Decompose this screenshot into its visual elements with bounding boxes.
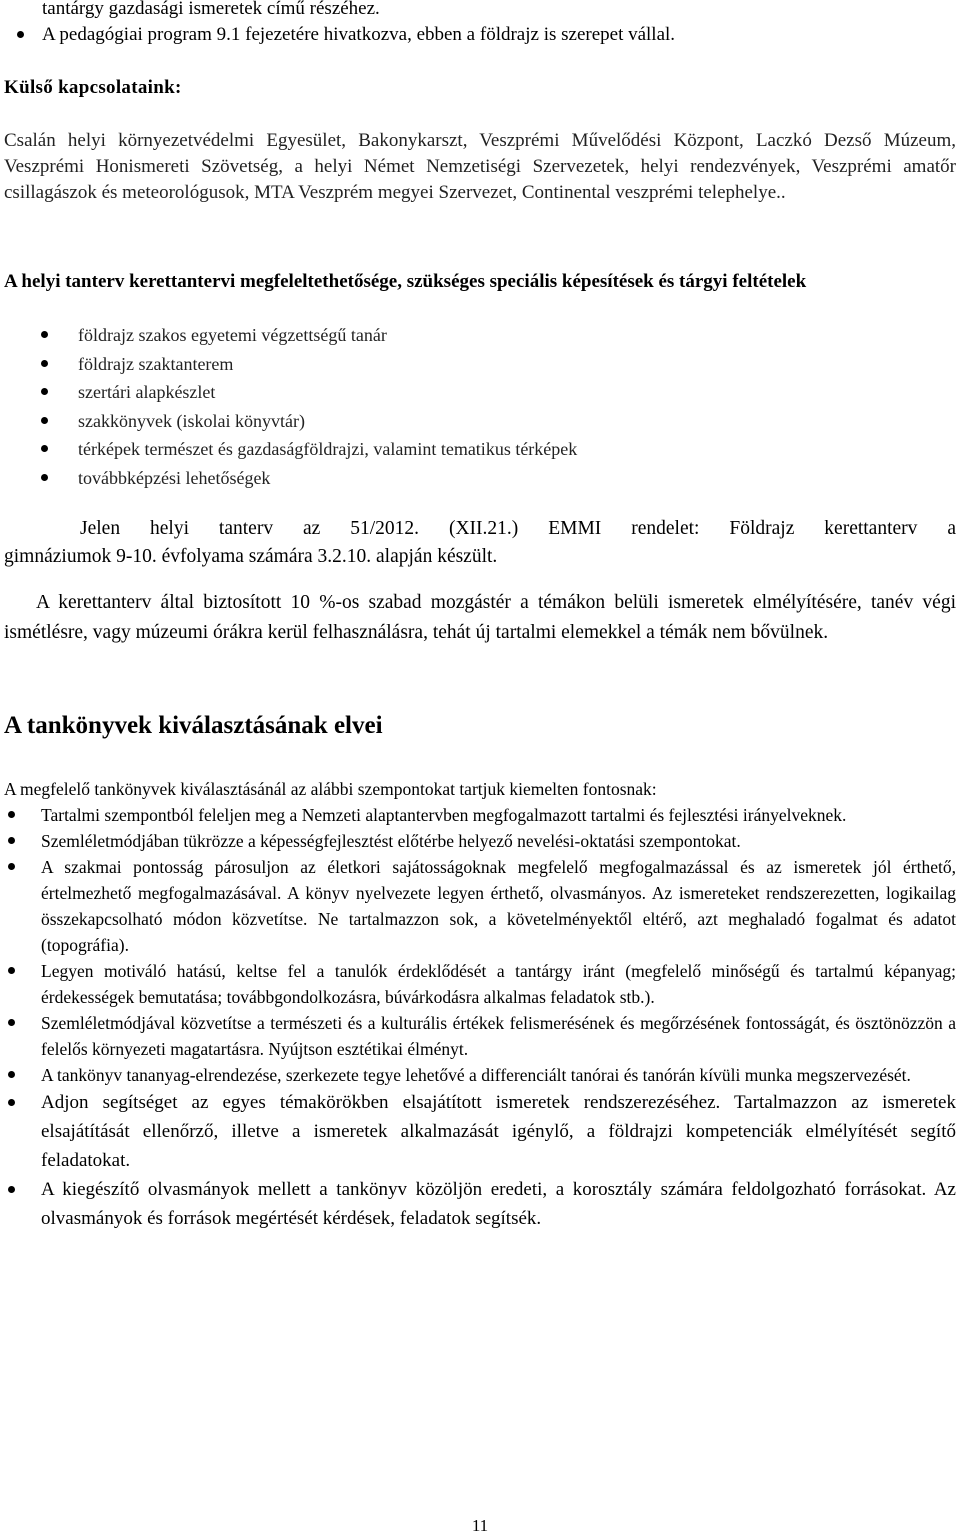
list-item: szertári alapkészlet xyxy=(0,378,577,407)
list-item: Tartalmi szempontból feleljen meg a Nemzeti alaptantervben megfogalmazott tartalmi és fejlesztési irányelveknek. xyxy=(0,802,956,828)
list-item: szakkönyvek (iskolai könyvtár) xyxy=(0,407,577,436)
bullet-icon xyxy=(41,417,48,424)
list-item: térképek természet és gazdaságföldrajzi, valamint tematikus térképek xyxy=(0,435,577,464)
external-relations-text: Csalán helyi környezetvédelmi Egyesület, Bakonykarszt, Veszprémi Művelődési Központ, Laczkó Dezső Múzeum, Veszprémi Honismereti Szövetség, a helyi Német Nemzetiségi Szervezetek, helyi rendezvények, Veszprémi amatőr csillagászok és meteorológusok, MTA Veszprém megyei Szervezet, Continental veszprémi telephelye.. xyxy=(4,130,956,203)
bullet-icon xyxy=(8,1186,15,1193)
textbooks-intro: A megfelelő tankönyvek kiválasztásánál az alábbi szempontokat tartjuk kiemelten fontosnak: xyxy=(4,779,657,799)
bullet-icon xyxy=(8,811,15,818)
conditions-heading: A helyi tanterv kerettantervi megfeleltethetősége, szükséges speciális képesítések és tárgyi feltételek xyxy=(4,271,807,292)
list-item: földrajz szakos egyetemi végzettségű tanár xyxy=(0,321,577,350)
list-item: A pedagógiai program 9.1 fejezetére hivatkozva, ebben a földrajz is szerepet vállal. xyxy=(0,22,958,48)
bullet-icon xyxy=(8,1019,15,1026)
bullet-icon xyxy=(17,31,24,38)
list-item: A kiegészítő olvasmányok mellett a tankönyv közöljön eredeti, a korosztály számára feldolgozható forrásokat. Az olvasmányok és források megértését kérdések, feladatok segítsék. xyxy=(0,1175,956,1233)
list-item: A szakmai pontosság párosuljon az életkori sajátosságoknak megfelelő megfogalmazással és az ismeretek jól érthető, értelmezhető megfogalmazásával. A könyv nyelvezete legyen érthető, olvasmányos. Az ismereteket rendszerezetten, logikailag összekapcsolható módon közvetítse. Ne tartalmazzon sok, a követelményektől eltérő, azt meghaladó fogalmat és adatot (topográfia). xyxy=(0,854,956,958)
page-number: 11 xyxy=(471,1516,489,1535)
bullet-icon xyxy=(8,837,15,844)
list-item: továbbképzési lehetőségek xyxy=(0,464,577,493)
framework-paragraph: A kerettanterv által biztosított 10 %-os szabad mozgástér a témákon belüli ismeretek elmélyítésére, tanév végi ismétlésre, vagy múzeumi órákra kerül felhasználásra, tehát új tartalmi elemekkel a témák nem bővülnek. xyxy=(4,592,956,643)
list-item: Szemléletmódjában tükrözze a képességfejlesztést előtérbe helyező nevelési-oktatási szempontokat. xyxy=(0,828,956,854)
bullet-icon xyxy=(8,1099,15,1106)
textbooks-heading: A tankönyvek kiválasztásának elvei xyxy=(4,712,383,739)
conditions-list xyxy=(0,321,577,492)
bullet-icon xyxy=(8,967,15,974)
bullet-icon xyxy=(41,388,48,395)
list-item: Legyen motiváló hatású, keltse fel a tanulók érdeklődését a tantárgy iránt (megfelelő minőségű és tartalmú képanyag; érdekességek bemutatása; továbbgondolkozásra, búvárkodásra alkalmas feladatok stb.). xyxy=(0,958,956,1010)
bullet-icon xyxy=(8,1071,15,1078)
external-relations-heading: Külső kapcsolataink: xyxy=(4,77,182,98)
list-item: tantárgy gazdasági ismeretek című részéhez. xyxy=(42,0,380,19)
bullet-icon xyxy=(41,360,48,367)
curriculum-basis-paragraph: Jelen helyi tanterv az 51/2012. (XII.21.) EMMI rendelet: Földrajz kerettanterv a gimnáziumok 9-10. évfolyama számára 3.2.10. alapján készült. xyxy=(4,518,956,567)
bullet-icon xyxy=(41,474,48,481)
bullet-icon xyxy=(41,331,48,338)
bullet-icon xyxy=(8,863,15,870)
list-item: A tankönyv tananyag-elrendezése, szerkezete tegye lehetővé a differenciált tanórai és tanórán kívüli munka megszervezését. xyxy=(0,1062,956,1088)
textbook-principles-list xyxy=(0,802,956,1233)
list-item: földrajz szaktanterem xyxy=(0,350,577,379)
list-item: Szemléletmódjával közvetítse a természeti és a kulturális értékek felismerésének és megőrzésének fontosságát, és ösztönözzön a felelős környezeti magatartásra. Nyújtson esztétikai élményt. xyxy=(0,1010,956,1062)
list-item: Adjon segítséget az egyes témakörökben elsajátított ismeretek rendszerezéséhez. Tartalmazzon az ismeretek elsajátítását ellenőrző, illetve a ismeretek alkalmazását igénylő, a földrajzi kompetenciák elmélyítését segítő feladatokat. xyxy=(0,1088,956,1175)
top-bullet-list xyxy=(0,0,958,48)
bullet-icon xyxy=(41,445,48,452)
